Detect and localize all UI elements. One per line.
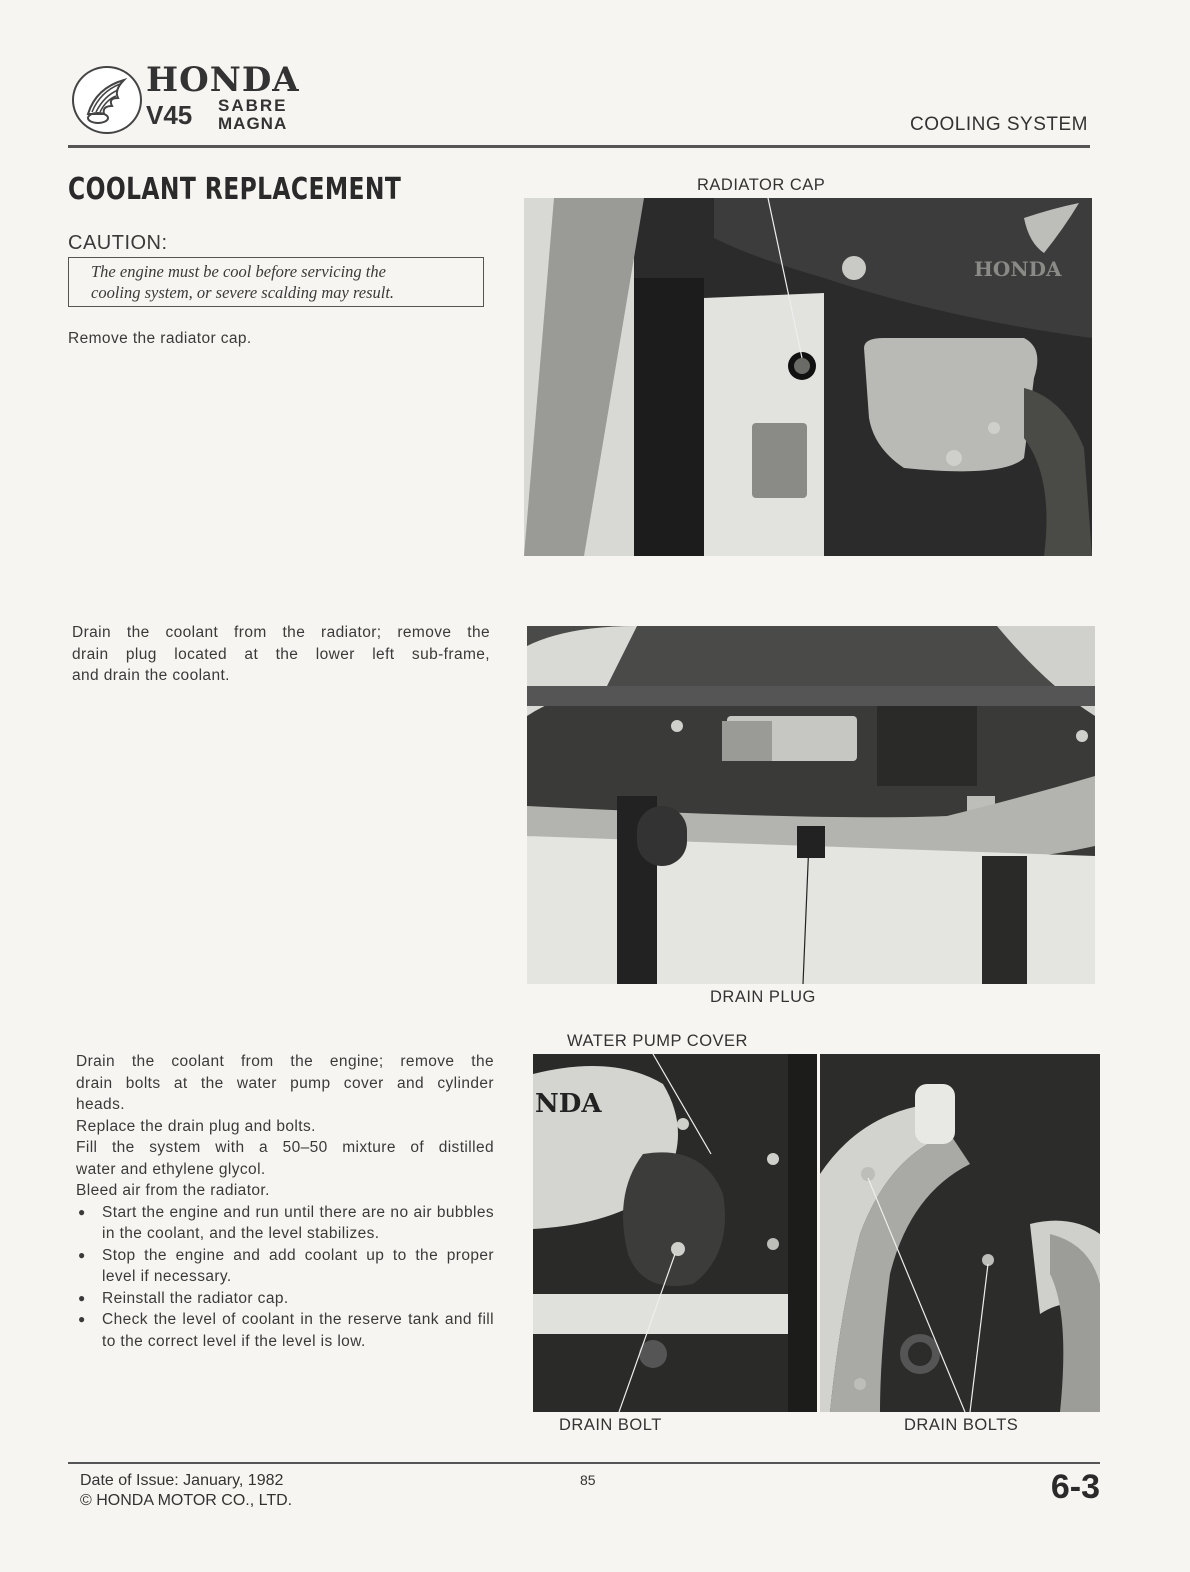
model-variant-magna: MAGNA	[218, 114, 288, 133]
copyright: © HONDA MOTOR CO., LTD.	[80, 1492, 293, 1509]
step2-text	[72, 622, 490, 687]
honda-wing-logo	[72, 66, 142, 134]
section-number: 6-3	[1050, 1468, 1100, 1506]
cover-logo-text: NDA	[535, 1089, 602, 1119]
model-variant-sabre: SABRE	[218, 96, 288, 115]
drain-bolts-callout: DRAIN BOLTS	[904, 1416, 1019, 1434]
list-item: ● Stop the engine and add coolant up to the proper level if necessary.	[76, 1245, 494, 1288]
caution-label: CAUTION:	[68, 232, 168, 254]
step2-line3: and drain the coolant.	[72, 667, 230, 684]
radiator-cap-photo	[524, 198, 1092, 556]
list-item: ● Check the level of coolant in the reserve tank and fill to the correct level if the level is low.	[76, 1309, 494, 1352]
step2-line1: Drain the coolant from the radiator; remove the	[72, 624, 490, 641]
step3-line5: Fill the system with a 50–50 mixture of distilled	[76, 1139, 494, 1156]
step1-text: Remove the radiator cap.	[68, 330, 252, 347]
list-item: ● Start the engine and run until there are no air bubbles in the coolant, and the level stabilizes.	[76, 1202, 494, 1245]
page-number: 85	[580, 1472, 596, 1488]
caution-box	[68, 257, 484, 307]
page-title: COOLANT REPLACEMENT	[68, 172, 402, 207]
drain-bolts-photo	[820, 1054, 1100, 1412]
issue-date: Date of Issue: January, 1982	[80, 1472, 284, 1489]
step3-line2: drain bolts at the water pump cover and cylinder	[76, 1074, 494, 1092]
step3-line4: Replace the drain plug and bolts.	[76, 1117, 316, 1135]
drain-bolt-callout: DRAIN BOLT	[559, 1416, 662, 1434]
step3-text	[76, 1051, 494, 1352]
water-pump-cover-callout: WATER PUMP COVER	[567, 1032, 748, 1050]
step2-line2: drain plug located at the lower left sub-frame,	[72, 645, 490, 663]
step3-line1: Drain the coolant from the engine; remove the	[76, 1053, 494, 1070]
step3-line7: Bleed air from the radiator.	[76, 1182, 270, 1199]
brand-name: HONDA	[146, 60, 300, 100]
step3-line3: heads.	[76, 1096, 125, 1113]
model-name: V45	[146, 100, 193, 130]
caution-text-line2: cooling system, or severe scalding may result.	[91, 283, 395, 302]
section-title: COOLING SYSTEM	[909, 114, 1088, 135]
caution-text-line1: The engine must be cool before servicing the	[91, 262, 386, 281]
footer-divider	[68, 1462, 1100, 1464]
drain-plug-callout: DRAIN PLUG	[710, 988, 816, 1006]
step3-bullet-list	[76, 1202, 494, 1353]
radiator-cap-callout: RADIATOR CAP	[697, 176, 826, 194]
water-pump-cover-photo	[533, 1054, 817, 1412]
step3-line6: water and ethylene glycol.	[76, 1160, 266, 1178]
list-item: ● Reinstall the radiator cap.	[76, 1288, 494, 1310]
tank-logo-text: HONDA	[974, 257, 1062, 281]
drain-plug-photo	[527, 626, 1095, 984]
header-divider	[68, 145, 1090, 148]
